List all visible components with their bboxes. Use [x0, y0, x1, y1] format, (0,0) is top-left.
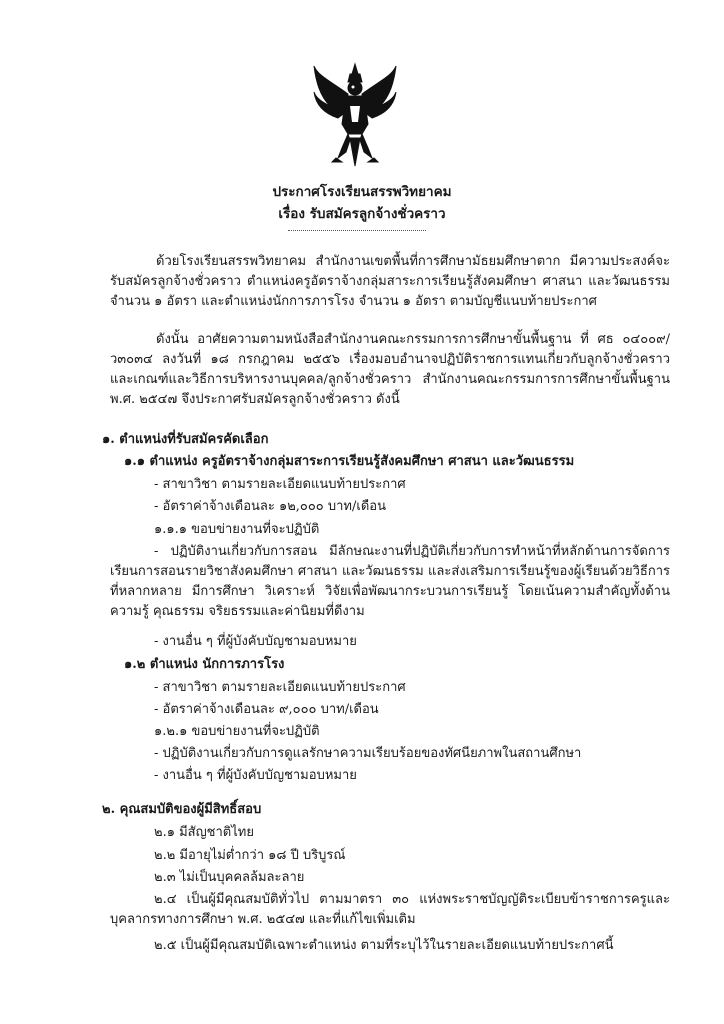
- position-1-scope-heading: ๑.๑.๑ ขอบข่ายงานที่จะปฏิบัติ: [154, 522, 320, 537]
- intro-paragraph: ด้วยโรงเรียนสรรพวิทยาคม สำนักงานเขตพื้นที่การศึกษามัธยมศึกษาตาก มีความประสงค์จะรับสมัครลูกจ้างชั่วคราว ตำแหน่งครูอัตราจ้างกลุ่มสาระการเรียนรู้สังคมศึกษา ศาสนา และวัฒนธรรม จำนวน ๑ อัตรา และตำแหน่งนักการภารโรง จำนวน ๑ อัตรา ตามบัญชีแนบท้ายประกาศ: [110, 254, 670, 309]
- qualification-item: ๒.๒ มีอายุไม่ต่ำกว่า ๑๘ ปี บริบูรณ์: [154, 848, 346, 863]
- position-1-duty-2: - งานอื่น ๆ ที่ผู้บังคับบัญชามอบหมาย: [154, 634, 357, 649]
- authority-paragraph: ดังนั้น อาศัยความตามหนังสือสำนักงานคณะกรรมการการศึกษาขั้นพื้นฐาน ที่ ศธ ๐๔๐๐๙/ว๓๐๓๔ ลงวันที่ ๑๘ กรกฎาคม ๒๕๕๖ เรื่องมอบอำนาจปฏิบัติราชการแทนเกี่ยวกับลูกจ้างชั่วคราว และเกณฑ์และวิธีการบริหารงานบุคคล/ลูกจ้างชั่วคราว สำนักงานคณะกรรมการการศึกษาขั้นพื้นฐาน พ.ศ. ๒๕๔๗ จึงประกาศรับสมัครลูกจ้างชั่วคราว ดังนี้: [110, 332, 670, 407]
- position-1-heading: ๑.๑ ตำแหน่ง ครูอัตราจ้างกลุ่มสาระการเรียนรู้สังคมศึกษา ศาสนา และวัฒนธรรม: [124, 454, 575, 469]
- position-2-salary: - อัตราค่าจ้างเดือนละ ๙,๐๐๐ บาท/เดือน: [154, 702, 379, 717]
- position-1-salary: - อัตราค่าจ้างเดือนละ ๑๒,๐๐๐ บาท/เดือน: [154, 499, 386, 514]
- position-1-field: - สาขาวิชา ตามรายละเอียดแนบท้ายประกาศ: [154, 477, 406, 492]
- position-2-heading: ๑.๒ ตำแหน่ง นักการภารโรง: [124, 657, 285, 672]
- title-divider: [288, 230, 426, 231]
- section-1-heading: ๑. ตำแหน่งที่รับสมัครคัดเลือก: [102, 432, 269, 447]
- position-1-duty-1: - ปฏิบัติงานเกี่ยวกับการสอน มีลักษณะงานที่ปฏิบัติเกี่ยวกับการทำหน้าที่หลักด้านการจัดการเรียนการสอนรายวิชาสังคมศึกษา ศาสนา และวัฒนธรรม และส่งเสริมการเรียนรู้ของผู้เรียนด้วยวิธีการที่หลากหลาย มีการศึกษา วิเคราะห์ วิจัยเพื่อพัฒนากระบวนการเรียนรู้ โดยเน้นความสำคัญทั้งด้านความรู้ คุณธรรม จริยธรรมและค่านิยมที่ดีงาม: [110, 544, 670, 619]
- position-2-scope-heading: ๑.๒.๑ ขอบข่ายงานที่จะปฏิบัติ: [154, 724, 320, 739]
- announcement-title: ประกาศโรงเรียนสรรพวิทยาคม: [272, 184, 452, 200]
- qualification-item: ๒.๕ เป็นผู้มีคุณสมบัติเฉพาะตำแหน่ง ตามที่ระบุไว้ในรายละเอียดแนบท้ายประกาศนี้: [154, 938, 614, 953]
- position-2-field: - สาขาวิชา ตามรายละเอียดแนบท้ายประกาศ: [154, 680, 406, 695]
- section-2-heading: ๒. คุณสมบัติของผู้มีสิทธิ์สอบ: [102, 802, 262, 817]
- qualification-item: ๒.๑ มีสัญชาติไทย: [154, 825, 254, 840]
- qualification-item: ๒.๓ ไม่เป็นบุคคลล้มละลาย: [154, 870, 305, 885]
- position-2-duty-1: - ปฏิบัติงานเกี่ยวกับการดูแลรักษาความเรียบร้อยของทัศนียภาพในสถานศึกษา: [154, 746, 582, 761]
- garuda-emblem: [312, 62, 398, 172]
- announcement-subject: เรื่อง รับสมัครลูกจ้างชั่วคราว: [278, 206, 446, 222]
- position-2-duty-2: - งานอื่น ๆ ที่ผู้บังคับบัญชามอบหมาย: [154, 768, 357, 783]
- qualification-item: ๒.๔ เป็นผู้มีคุณสมบัติทั่วไป ตามมาตรา ๓๐ แห่งพระราชบัญญัติระเบียบข้าราชการครูและบุคลากรทางการศึกษา พ.ศ. ๒๕๔๗ และที่แก้ไขเพิ่มเติม: [110, 892, 670, 927]
